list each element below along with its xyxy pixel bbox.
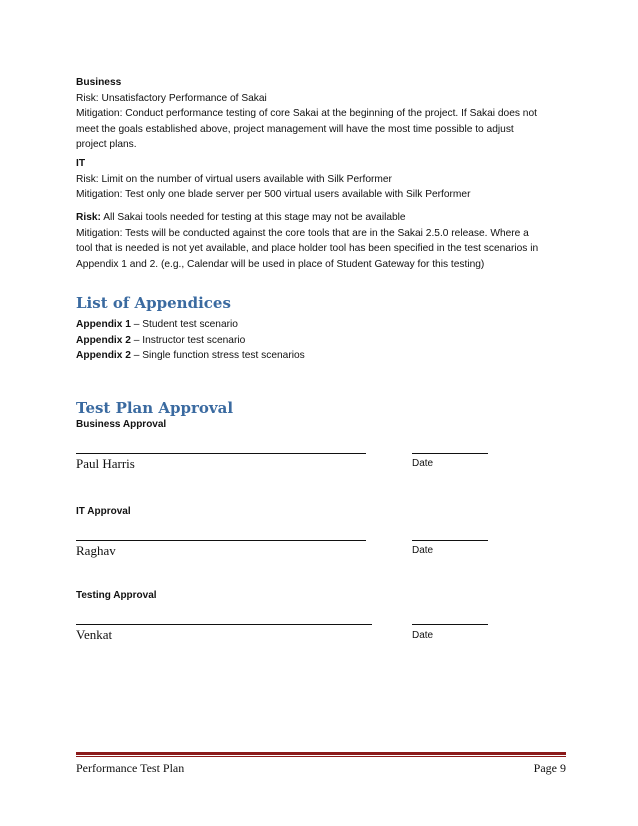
tools-risk-text: All Sakai tools needed for testing at this stage may not be available	[100, 212, 406, 223]
it-risk-section	[76, 156, 566, 203]
it-mitigation: Mitigation: Test only one blade server per 500 virtual users available with Silk Performer	[76, 189, 471, 200]
business-signer-name: Paul Harris	[76, 456, 135, 471]
business-mitigation-line: meet the goals established above, project management will have the most time possible to adjust	[76, 123, 514, 135]
appendix-label: Appendix 1	[76, 319, 131, 330]
appendix-label: Appendix 2	[76, 334, 131, 346]
business-signature-line	[76, 453, 366, 454]
appendix-text: – Single function stress test scenarios	[130, 350, 305, 361]
testing-signature-line	[76, 624, 372, 625]
business-risk: Risk: Unsatisfactory Performance of Sakai	[76, 92, 267, 104]
business-mitigation-line: project plans.	[76, 139, 137, 150]
tools-mitigation-line: tool that is needed is not yet available, and place holder tool has been specified in the test scenarios in	[76, 243, 539, 254]
business-heading: Business	[76, 77, 122, 88]
it-date-label: Date	[412, 545, 434, 556]
it-signature-line	[76, 540, 366, 541]
tools-risk-label: Risk:	[76, 212, 101, 223]
testing-approval-heading: Testing Approval	[76, 590, 157, 601]
appendix-text: – Instructor test scenario	[130, 334, 246, 346]
testing-signer-name: Venkat	[76, 627, 113, 642]
approval-title: Test Plan Approval	[76, 399, 234, 417]
it-signer-name: Raghav	[76, 543, 116, 558]
appendices-title: List of Appendices	[76, 294, 231, 312]
appendix-label: Appendix 2	[76, 350, 131, 361]
it-heading: IT	[76, 158, 86, 169]
business-mitigation-line: Mitigation: Conduct performance testing of core Sakai at the beginning of the project. If Sakai does not	[76, 108, 537, 119]
testing-date-label: Date	[412, 630, 434, 641]
footer-document-title: Performance Test Plan	[76, 761, 185, 775]
business-approval-heading: Business Approval	[76, 419, 167, 430]
tools-mitigation-line: Mitigation: Tests will be conducted against the core tools that are in the Sakai 2.5.0 release. Where a	[76, 227, 529, 239]
appendix-text: – Student test scenario	[130, 319, 238, 330]
appendices-list	[76, 317, 566, 364]
tools-risk-section	[76, 210, 566, 272]
it-date-line	[412, 540, 488, 541]
it-risk: Risk: Limit on the number of virtual users available with Silk Performer	[76, 173, 392, 185]
tools-mitigation-line: Appendix 1 and 2. (e.g., Calendar will be used in place of Student Gateway for this testing)	[76, 258, 485, 270]
appendix-item	[76, 333, 566, 349]
it-approval-heading: IT Approval	[76, 506, 131, 517]
tools-risk	[76, 210, 566, 226]
footer-rule-thin	[76, 756, 566, 757]
business-risk-section	[76, 75, 566, 153]
business-date-label: Date	[412, 458, 434, 469]
footer-rule	[76, 752, 566, 755]
appendix-item	[76, 348, 566, 364]
testing-date-line	[412, 624, 488, 625]
footer-page-number: Page 9	[533, 761, 566, 775]
appendix-item	[76, 317, 566, 333]
business-date-line	[412, 453, 488, 454]
